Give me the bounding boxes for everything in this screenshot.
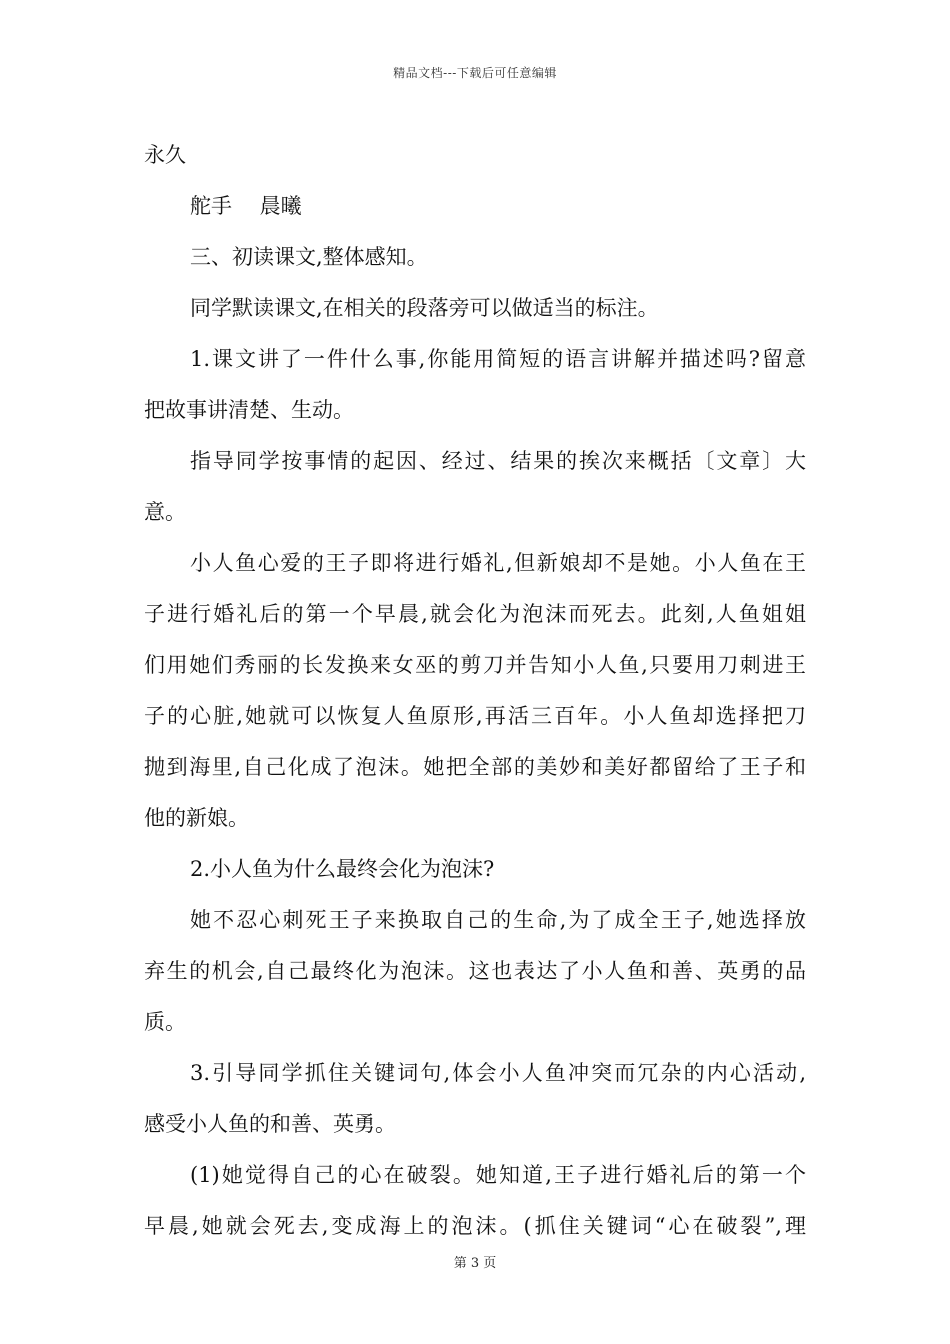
text-line: 永久 (144, 143, 186, 167)
text-line: 意。 (144, 500, 186, 524)
answer-line: 弃生的机会,自己最终化为泡沫。这也表达了小人鱼和善、英勇的品 (144, 959, 806, 983)
question-line: 3.引导同学抓住关键词句,体会小人鱼冲突而冗杂的内心活动, (190, 1061, 806, 1085)
page-number: 第 3 页 (453, 1256, 497, 1271)
text-line: 们用她们秀丽的长发换来女巫的剪刀并告知小人鱼,只要用刀刺进王 (144, 653, 806, 677)
text-line: 同学默读课文,在相关的段落旁可以做适当的标注。 (190, 296, 659, 320)
question-line: 1.课文讲了一件什么事,你能用简短的语言讲解并描述吗?留意 (190, 347, 806, 371)
text-line: 舵手 晨曦 (190, 194, 302, 218)
text-line: 抛到海里,自己化成了泡沫。她把全部的美妙和美好都留给了王子和 (144, 755, 806, 779)
text-line: 指导同学按事情的起因、经过、结果的挨次来概括〔文章〕大 (190, 449, 806, 473)
document-body (144, 130, 806, 1252)
text-line: 早晨,她就会死去,变成海上的泡沫。(抓住关键词“心在破裂”,理 (144, 1214, 806, 1238)
text-line: 他的新娘。 (144, 806, 249, 830)
question-line: 感受小人鱼的和善、英勇。 (144, 1112, 396, 1136)
text-line: (1)她觉得自己的心在破裂。她知道,王子进行婚礼后的第一个 (190, 1163, 806, 1187)
text-line: 子进行婚礼后的第一个早晨,就会化为泡沫而死去。此刻,人鱼姐姐 (144, 602, 806, 626)
page-header: 精品文档---下载后可任意编辑 (393, 66, 557, 80)
answer-line: 质。 (144, 1010, 186, 1034)
question-line: 把故事讲清楚、生动。 (144, 398, 354, 422)
section-heading: 三、初读课文,整体感知。 (190, 245, 428, 269)
question-line: 2.小人鱼为什么最终会化为泡沫? (190, 857, 495, 881)
answer-line: 她不忍心刺死王子来换取自己的生命,为了成全王子,她选择放 (190, 908, 806, 932)
text-line: 子的心脏,她就可以恢复人鱼原形,再活三百年。小人鱼却选择把刀 (144, 704, 806, 728)
text-line: 小人鱼心爱的王子即将进行婚礼,但新娘却不是她。小人鱼在王 (190, 551, 806, 575)
